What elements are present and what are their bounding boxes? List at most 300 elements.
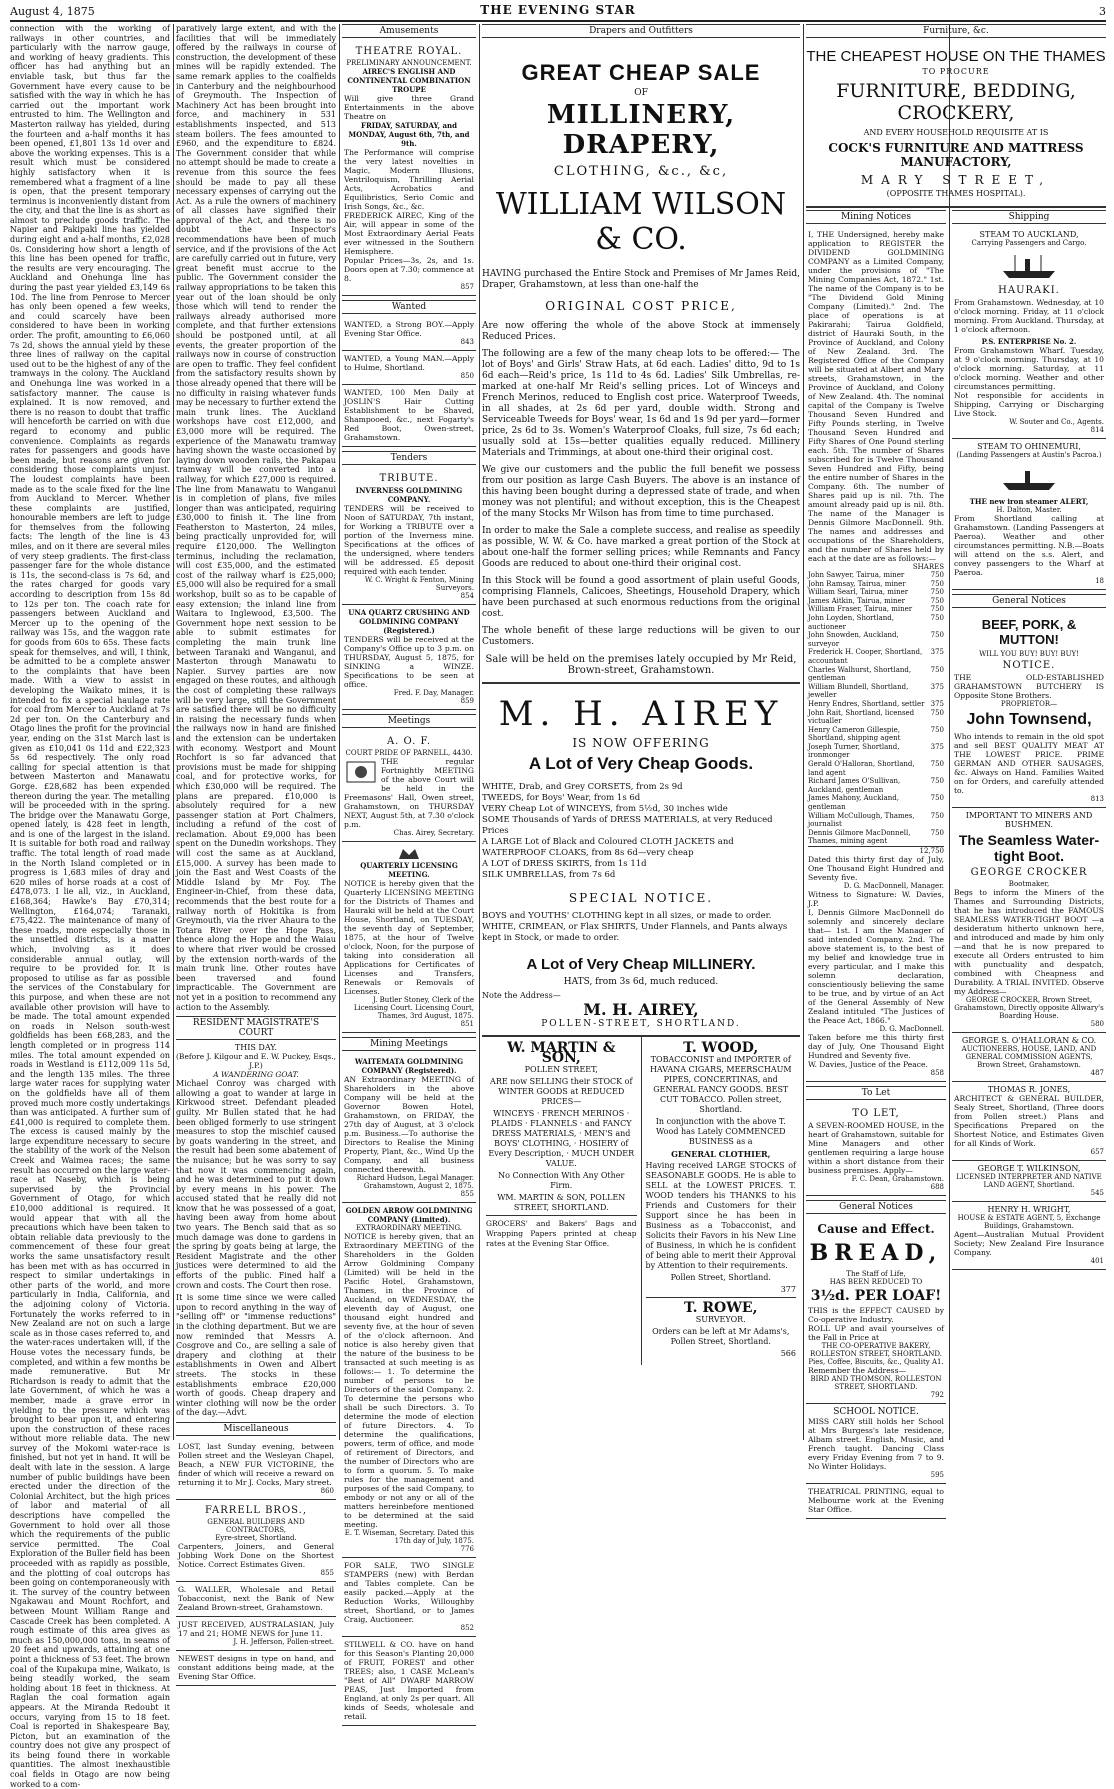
ad-text: TOBACCONIST and IMPORTER of HAVANA CIGARS, MEERSCHAUM PIPES, CONCERTINAS, and GENERAL FANCY GOODS. BEST CUT TOBACCO. Pollen street, Shortland. [649, 1055, 792, 1114]
column-rule [339, 24, 340, 1440]
article-text: connection with the working of railways in other countries, and particularly with the narrow gauge, and working of heavy gradients. This officer has had anything but an enviable task, but thus far the Government have every cause to be satisfied with the way in which he has carried out the important work entrusted to him. The Wellington and Masterton railway has yielded, during the fourteen and a-half months it has been opened, £1,801 13s 1d over and above the working expenses. This is a result which must be considered highly satisfactory when it is remembered what a fragment of a line is open, that the present temporary terminus is inconveniently distant from the city, and that the line is as short as almost to preclude goods traffic. The Napier and Pakipaki line has yielded during eight and a-half months, £2,028 0s. Considering how short a length of this line has been opened for traffic, the results are very encouraging. The Auckland and Onehunga line has during the past year yielded £3,149 6s 10d. The line from Penrose to Mercer has only been opened a few weeks, and could scarcely have been considered to have been in working order. The profit, amounting to £6,060 7s 2d, shows the annual yield by these three lines of railway on the capital used out to be the highest of any of the tramways in the colony. The Auckland and Onehunga line was worked in a satisfactory manner. The cause is explained. It is now removed, and there is no reason to doubt that traffic will henceforth be carried on with due regard to economy and public convenience. Complaints as regards rates for passengers and goods have been made, but reasons are given for considering those complaints unjust. The loudest complaints have been made as to the scale fixed for the line from Auckland to Mercer. Whether these complaints are justified, honourable members are left to judge for themselves from the following facts: The length of the line is 43 miles, and on it there are several miles of very steep gradients. The first-class passenger fare for the whole distance is 11s, the second-class is 7s 6d, and the rates charged for goods vary according to description from 15s 8d to 12s per ton. The coach rate for passengers between Auckland and Mercer up to the opening of the railway was 15s, and the waggon rate for goods from 60s to 65s. These facts speak for themselves, and will, I think, be admitted to be a complete answer to the complaints that have been made. With a view to assist in developing the Waikato mines, it is intended to fix a special haulage rate for coal from Mercer to Auckland at 7s 2d per ton. On the Canterbury and Otago lines the profit for the provincial year, ending on the 31st March last is given as £10,041 0s 11d and £22,323 5s 6d respectively. The only road calling for special attention is that between Masterton and Manawatu Gorge. £28,682 has been expended thereon during the year. The metalling will be proceeded with in the spring. The bridge over the Manawatu Gorge, opened lately, is 428 feet in length, and is one of the largest in the island. It is suitable for both road and railway traffic. The total length of road made in the North Island completed or in progress is 1,683 miles of dray and 620 miles of horse roads at a cost of £478,073. I lie all, viz., in Auckland, £168,364; Hawke's Bay £70,314; Wellington, £164,074; Taranaki, £75,422. The maintenance of many of these roads, more especially those in the unsettled districts, is a matter which, involving as it does considerable annual outlay, will require to be provided for. It is proposed to utilise as far as possible the services of the Constabulary for this purpose, and when these are not available other provision will have to be made. The total amount expended on roads in Nelson south-west goldfields has been £68,283, and the length completed or in progress 114 miles. The total amount expended on roads in Westland is £112,009 11s 5d, and the length 135 miles. The three large water races for supplying water on the goldfields have all of them proved much more costly undertakings than was anticipated. A further sum of £41,000 is required to complete them. The excess is caused mainly by the large expenditure necessary to secure the stability of the work of the Nelson Creek and Waimea races; the same result has occurred on the large water-race at Naseby, which is being supervised by the Provincial Government of Otago, for which £10,000 additional is required. It would appear that with all the precautions which have been taken to obtain reliable data previously to the commencement of these four great works the same unsatisfactory result has been met with as has occurred in respect to similar undertakings in other parts of the world, and more particularly in India, California, and the adjoining colony of Victoria. Fortunately the works referred to in New Zealand are not on such a large scale as in those cases referred to, and the water-races undertaken will, if the House votes the necessary funds, be completed, and within a few months be made remunerative. But Mr Richardson is ready to admit that the late Government, of which he was a member, made a grave error in yielding to the pressure which was brought to bear upon it, and entering upon the construction of these races without more reliable data. The new survey of the Mokomi water-race is finished, but not yet in hand. It will be dealt with late in the session. A large number of public buildings have been erected under the direction of the Colonial Architect, but the high prices of labor and material of all descriptions have compelled the Government to hold over all those which the requirements of the public service permitted. The Coal Exploration of the Buller field has been proceeded with as rapidly as possible, and the plotting of coal outcrops has been going on contemporaneously with it. The survey of the country between Ngakawau and Mount Rochfort, and between Mount William Range and Cascade Creek has been completed. A rough estimate of this area gives as much as 150,000,000 tons, in seams of 20 feet and upwards, attaining at one point a thickness of 53 feet. The brown coal of the Kupakupa mine, Waikato, is being steadily worked, the seam holding about 18 feet in thickness. At Raglan the coal formation again appears. At the Miranda Redoubt it occurs, varying from 15 to 18 feet. Coal is reported in Shakespeare Bay, Picton, but an examination of the country does not give any prospect of its being found there in workable quantities. The almost inexhaustible coal fields in Otago are now being worked to a com- [10, 24, 173, 1789]
shares-total: 12,750 [808, 846, 944, 855]
ad-text: ARCHITECT & GENERAL BUILDER, Sealy Street, Shortland, (Three doors from Pollen street.) Plans and Specifications Prepared on the Shortest Notice, and Estimates Given for all Kinds of Work. [954, 1094, 1104, 1148]
ad-of: OF [634, 88, 648, 98]
ad-signature: Chas. Airey, Secretary. [393, 829, 474, 837]
ad-heading: THEATRE ROYAL. [355, 46, 463, 57]
column-4 [482, 24, 800, 1440]
ad-address: MARY STREET, [860, 173, 1052, 187]
shareholder-row [808, 571, 944, 580]
shareholder-name: William Blundell, Shortland, jeweller [808, 682, 909, 700]
theatrical-printing-ad [806, 1484, 946, 1519]
shareholder-shares: 750 [930, 760, 944, 769]
una-ad [342, 605, 476, 710]
ad-text: In order to make the Sale a complete success, and realise as speedily as possible, W. W. & Co. have marked a great portion of the Stock at about one-half the former selling prices; while Remnants and Fancy Goods are reduced to about one-third their original cost. [482, 526, 800, 569]
ad-text: HOUSE & ESTATE AGENT, 5, Exchange Buildings, Grahamstown. [957, 1214, 1101, 1230]
ad-subheading: HAS BEEN REDUCED TO [829, 1278, 923, 1286]
shareholder-shares: 375 [930, 699, 944, 708]
farrell-ad [176, 1500, 336, 1582]
shareholder-row [808, 794, 944, 811]
ad-text: A SEVEN-ROOMED HOUSE, in the heart of Grahamstown, suitable for Mine Managers and other gentlemen requiring a large house within a short distance from their business premises. Apply— [808, 1121, 944, 1175]
ad-number: 595 [930, 1471, 944, 1479]
shareholder-name: John Snowden, Auckland, surveyor [808, 631, 899, 648]
theatre-ad [342, 41, 476, 296]
column-2 [176, 24, 339, 1681]
shareholder-row [808, 700, 944, 709]
ad-item: A LOT of DRESS SKIRTS, from 1s 11d [482, 859, 647, 869]
ad-text: Agent—Australian Mutual Provident Society; New Zealand Fire Insurance Company. [954, 1230, 1104, 1257]
ad-text: Remember the Address— [808, 1366, 907, 1375]
ad-signature: W. Souter and Co., Agents. [1009, 418, 1104, 426]
ad-text: In conjunction with the above T. Wood has Lately COMMENCED BUSINESS as a [655, 1117, 786, 1146]
article-text: paratively large extent, and with the facilities that will be immediately offered by the railways in course of construction, the development of these mines will be rapidly extended. The same remark applies to the coalfields in Canterbury and the neighbourhood of Greymouth. The Inspection of Machinery Act has been brought into force, and machinery in 531 establishments inspected, and 513 steam boilers. The fees amounted to £960, and the expenditure to £824. The Government consider that while no attempt should be made to create a revenue from this source the fees should be made to pay all these necessary expenses of carrying out the Act. As a rule the owners of machinery of all classes have signified their approval of the Act, and there is no doubt the Inspector's recommendations have been of much service, and if the provisions of the Act are carefully carried out in future, very great benefit must accrue to the public. The Government consider the railway appropriations to be taken this year out of the loan should be only those which will tend to render the railways already authorised more complete, and that further extensions should be postponed until, at all events, the greater proportion of the railways now in course of construction are open to traffic. They feel confident from the satisfactory results shown by those already opened that there will be no difficulty in raising whatever funds may be necessary to further extend the main trunk lines. The Auckland workshops have cost £12,000, and £3,000 more will be required. The experience of the Manawatu tramway having shown the waste occasioned by laying down wooden rails, the Pakapau tramway will be converted into a railway, for which £27,000 is required. The line from Manawatu to Wanganui is in completion of plans, five miles longer than was anticipated, requiring £30,000 to finish it. The line from Featherston to Masterton, 24 miles, being practically unprovided for, will require £120,000. The Wellington terminus, including the reclamation, will cost £35,000, and the estimated cost of the railway wharf is £25,000; £5,000 will also be required for a small workshop, built so as to be capable of easy extension; the inland line from Waitara to Inglewood, £3,500. The Government hope next session to be able to submit estimates for completing the main trunk line between Taranaki and Wanganui, and Masterton through Manawatu to Napier. Survey parties are now engaged on these routes, and although the cost of completing these railways will be very large, still the Government are satisfied there will be no difficulty in raising the necessary funds when the railways now in hand are finished and the extension can be undertaken with economy. Westport and Mount Rochfort is so far advanced that provisions must be made for shipping coal, and for protective works, for which £30,000 will be required. The plans are prepared. £10,000 is absolutely required for a new passenger station at Port Chalmers, including a refund of the cost of reclamation. About £9,000 has been spent on the Dunedin workshops. They will cost the same as at Auckland, £15,000. A survey has been made to join the East and West Coasts of the Middle Island by Mr Foy. The Engineer-in-Chief, from these data, recommends that the best route for a railway north of Hokitika is from Greymouth, via the river Ahaura to the Totara River over the Hope Pass, thence along the Hope and the Waiau to where that river would be crossed by the extension north-wards of the main trunk line. Other routes have been traversed and found impracticable. The Government are not yet in a position to recommend any action to the Assembly. [176, 24, 339, 1012]
section-heading: Tenders [342, 451, 476, 465]
ad-text: The whole benefit of these large reductions will be given to our Customers. [482, 626, 800, 647]
ad-text: Note the Address— [482, 991, 561, 1000]
shareholder-name: Dennis Gilmore MacDonnell, Thames, mining agent [808, 828, 911, 846]
section-heading: Mining Notices [806, 210, 946, 224]
ad-subheading: GENERAL CLOTHIER, [671, 1149, 771, 1159]
shareholder-shares: 750 [930, 579, 944, 588]
section-heading: Wanted [342, 300, 476, 314]
ad-text: In this Stock will be found a good assortment of plain useful Goods, comprising Flannels, Calicoes, Sheetings, Household Drapery, which have been purchased at such enormous reductions from the original cost. [482, 576, 800, 619]
ad-text: FREDERICK AIREC, King of the Air, will appear in some of the Most Extraordinary Aerial Feats ever witnessed in the Southern Hemisphere. [344, 211, 474, 256]
ad-signature: WM. MARTIN & SON, POLLEN STREET, SHORTLAND. [497, 1193, 626, 1212]
ad-number: 487 [1090, 1069, 1104, 1077]
ad-text: NEWEST designs in type on hand, and constant additions being made, at the Evening Star Office. [178, 1653, 334, 1681]
ad-text: Having received LARGE STOCKS of SEASONABLE GOODS. He is able to SELL at the LOWEST PRICES. T. WOOD tenders his THANKS to his Friends and Customers for their Support since he has been in Business as a Tobacconist, and Solicits their Favors in his New Line of Business, in which he is confident of being able to merit their Approval by Attention to their requirements. [645, 1161, 796, 1270]
ad-text: From Grahamstown. Wednesday, at 10 o'clock morning. Friday, at 11 o'clock morning. From Auckland. Thursday, at 1 o'clock afternoon. [954, 298, 1104, 334]
section-heading: Miscellaneous [176, 1422, 336, 1436]
shareholder-name: Henry Cameron Gillespie, Shortland, shipping agent [808, 725, 901, 743]
shareholder-shares: 750 [930, 571, 944, 579]
shareholder-name: Richard James O'Sullivan, Auckland, gentleman [808, 777, 901, 794]
waitemata-ad [342, 1054, 476, 1203]
ad-text: FOR SALE, TWO SINGLE STAMPERS (new) with Berdan and Tables complete. Can be easily packed.—Apply at the Reduction Works, Willoughby street, Shortland, or to James Craig, Auctioneer. [344, 1561, 474, 1624]
ad-heading: SCHOOL NOTICE. [833, 1407, 919, 1417]
bread-price: 3½d. PER LOAF! [810, 1288, 942, 1304]
ad-text: I, Dennis Gilmore MacDonnell do solemnly and sincerely declare that— 1st. I am the Manager of said intended Company. 2nd. The above statement is, to the best of my belief and knowledge true in every particular, and I make this solemn declaration, conscientiously believing the same to be true, and by virtue of an Act of the General Assembly of New Zealand intituled "The Justices of the Peace Act, 1866." [808, 908, 944, 1025]
section-heading: Amusements [342, 24, 476, 38]
shareholder-shares: 750 [930, 588, 944, 597]
column-rule [949, 24, 950, 1440]
ad-heading: STEAM TO OHINEMURI, [977, 442, 1081, 451]
ad-text: From Grahamstown Wharf. Tuesday, at 9 o'clock morning. Thursday, at 10 o'clock morning. Saturday, at 11 o'clock morning. Weather and other circumstances permitting. [954, 346, 1104, 391]
section-heading: Drapers and Outfitters [482, 24, 800, 38]
column-rule [173, 24, 174, 1440]
ad-items: WINCEYS · FRENCH MERINOS · PLAIDS · FLANNELS · and FANCY DRESS MATERIALS, · MEN'S and BOYS' CLOTHING, · HOSIERY of Every Description, · MUCH UNDER VALUE. [488, 1109, 635, 1168]
licensing-ad [342, 842, 476, 1033]
court-day: THIS DAY. [234, 1043, 278, 1053]
ad-heading: NOTICE. [1002, 660, 1056, 671]
ad-text: STILWELL & CO. have on hand for this Season's Planting 20,000 of FRUIT, FOREST and other TREES; also, 1 CASE McLean's "Best of All" DWARF MARROW PEAS, Just Imported from England, at only 2s per quart. All kinds of Seeds, wholesale and retail. [344, 1640, 474, 1721]
ad-heading: M. H. AIREY [498, 694, 784, 734]
ad-subheading: PRELIMINARY ANNOUNCEMENT. [346, 59, 472, 67]
ad-address: THE CO-OPERATIVE BAKERY, ROLLESTON STREET, SHORTLAND. [810, 1342, 942, 1358]
shareholder-name: John Rait, Shortland, licensed victualler [808, 708, 915, 726]
ad-number: 401 [1090, 1257, 1104, 1265]
ad-text: THE OLD-ESTABLISHED GRAHAMSTOWN BUTCHERY IS Opposite Stone Brothers. [954, 673, 1104, 700]
column-6 [952, 210, 1106, 1440]
shareholder-name: James Mahony, Auckland, gentleman [808, 794, 899, 812]
ad-subheading: SPECIAL NOTICE. [568, 891, 714, 905]
ad-troupe: AIREC'S ENGLISH AND CONTINENTAL COMBINATION TROUPE [347, 67, 471, 94]
shareholder-row [808, 605, 944, 614]
shareholder-shares: 750 [930, 613, 944, 622]
ad-heading: Cause and Effect. [817, 1222, 935, 1236]
shareholder-row [808, 597, 944, 606]
shareholder-row [808, 829, 944, 846]
ad-heading: A Lot of Very Cheap MILLINERY. [526, 956, 756, 973]
ad-number: 858 [930, 1069, 944, 1077]
ad-text: ARE now SELLING their STOCK of WINTER GOODS at REDUCED PRICES— [490, 1077, 633, 1106]
ad-text: Carpenters, Joiners, and General Jobbing Work Done on the Shortest Notice. Correct Estimates Given. [178, 1541, 334, 1569]
shareholder-name: William Fraser, Tairua, miner [808, 605, 913, 614]
ad-text: GROCERS' and Bakers' Bags and Wrapping Papers printed at cheap rates at the Evening Star Office. [486, 1215, 637, 1249]
shareholder-shares: 750 [930, 811, 944, 820]
ad-text: ROLL UP and avail yourselves of the Fall in Price at [808, 1324, 944, 1342]
ad-item: WHITE, Drab, and Grey CORSETS, from 2s 9d [482, 782, 683, 792]
stampers-ad [342, 1558, 476, 1637]
ad-heading: BEEF, PORK, & MUTTON! [981, 617, 1077, 647]
jefferson-ad [176, 1617, 336, 1651]
ad-item: BOYS and YOUTHS' CLOTHING kept in all sizes, or made to order. [482, 911, 772, 921]
ad-heading: THE CHEAPEST HOUSE ON THE THAMES [806, 48, 1106, 65]
ad-text: WANTED, a Young MAN.—Apply to Hulme, Shortland. [344, 354, 474, 372]
shareholder-shares: 750 [930, 777, 944, 786]
ad-number: 855 [320, 1568, 334, 1577]
ad-heading: John Townsend, [966, 711, 1092, 728]
page-number: 3 [1099, 5, 1106, 18]
ad-subheading: CLOTHING, &c., &c, [553, 164, 729, 179]
ad-item: SOME Thousands of Yards of DRESS MATERIALS, at very Reduced Prices [482, 815, 773, 836]
shareholder-name: Joseph Turner, Shortland, ironmonger [808, 742, 900, 760]
butchery-ad [952, 611, 1106, 808]
aof-ad [342, 731, 476, 842]
ad-text: LICENSED INTERPRETER AND NATIVE LAND AGENT, Shortland. [956, 1173, 1102, 1189]
ad-number: 850 [460, 372, 474, 380]
column-3 [342, 24, 476, 1721]
wanted-ad [342, 317, 476, 351]
ad-number: 859 [460, 697, 474, 705]
ad-heading: A Lot of Very Cheap Goods. [528, 754, 754, 773]
ad-heading: WAITEMATA GOLDMINING COMPANY (Registered). [354, 1057, 464, 1075]
ad-number: 580 [1090, 1020, 1104, 1028]
ad-subheading: H. Dalton, Master. [996, 506, 1062, 514]
ad-heading: TRIBUTE. [379, 473, 439, 484]
ad-number: 566 [780, 1349, 796, 1358]
ad-heading: HAURAKI. [998, 285, 1060, 296]
ad-text: Orders can be left at Mr Adams's, Pollen Street, Shortland. [652, 1327, 790, 1346]
ad-heading: FARRELL BROS., [204, 1504, 308, 1516]
section-heading: Meetings [342, 714, 476, 728]
court-bench: (Before J. Kilgour and E. W. Puckey, Esqs., J.P.) [176, 1052, 336, 1071]
wright-ad [952, 1202, 1106, 1270]
shareholder-row [808, 777, 944, 794]
ad-text: The Performance will comprise the very latest novelties in Magic, Modern Illusions, Ventriloquism, Thrilling Aerial Acts, Acrobatics and Equilibristics, Serio Comic and Irish Songs, &c., &c. [344, 148, 474, 211]
ad-text: Witness to Signature: W. Davies, J.P. [808, 890, 944, 908]
ad-text: Popular Prices—3s, 2s, and 1s. Doors open at 7.30; commence at 8. [344, 256, 474, 283]
ad-signature: J. Butler Stoney, Clerk of the Licensing Court. Licensing Court, Thames, 3rd August, 1875. [353, 996, 474, 1020]
shareholder-row [808, 614, 944, 631]
ad-number: 688 [930, 1183, 944, 1191]
wanted-ad [342, 351, 476, 385]
ad-signature: J. H. Jefferson, Pollen-street. [233, 1637, 334, 1646]
ad-text: AUCTIONEERS, HOUSE, LAND, AND GENERAL COMMISSION AGENTS, Brown Street, Grahamstown. [961, 1045, 1097, 1069]
ad-signature: W. C. Wright & Fenton, Mining Surveyors. [364, 576, 474, 592]
alert-ad [952, 439, 1106, 590]
ad-number: 377 [780, 1285, 796, 1294]
ad-text: TENDERS will be received to Noon of SATURDAY, 7th instant, for Working a TRIBUTE over a portion of the Inverness mine. Specifications at the offices of the undersigned, where tenders will be addressed. £5 deposit required with each tender. [344, 504, 474, 576]
shareholder-shares: 750 [930, 596, 944, 605]
ad-subheading: Bootmaker, [1008, 880, 1050, 888]
lost-ad [176, 1439, 336, 1500]
ad-subheading: IS NOW OFFERING [572, 736, 710, 750]
ad-address: (OPPOSITE THAMES HOSPITAL). [886, 189, 1026, 198]
ad-heading: A. O. F. [386, 736, 432, 747]
ad-heading: MILLINERY, DRAPERY, [546, 100, 736, 160]
ad-heading: GOLDEN ARROW GOLDMINING COMPANY (Limited). [345, 1206, 473, 1224]
ad-text: I, THE Undersigned, hereby make application to REGISTER the DIVIDEND GOLDMINING COMPANY as a Limited Company, under the provisions of "The Mining Companies Act, 1872." 1st. The name of the Company is to be "The Dividend Gold Mining Company (Limited)." 2nd. The place of operations is at Pakirarahi; Tairua Goldfield, district of Hauraki South, in the Province of Auckland, and Colony of New Zealand. 3rd. The Registered Office of the Company will be situated at Albert and Mary streets, Grahamstown, in the Province of Auckland, and Colony of New Zealand. 4th. The nominal capital of the Company is Twelve Thousand Seven Hundred and Fifty Pounds sterling, in Twelve Thousand Seven Hundred and Fifty Shares of One Pound sterling each. 5th. The number of Shares subscribed for is Twelve Thousand Seven Hundred and Fifty, being the entire number of Shares in the Company. 6th. The number of Shares paid up is nil. 7th. The amount already paid up is nil. 8th. The name of the Manager is Dennis Gilmore MacDonnell. 9th. The names and addresses and occupations of the Shareholders, and the number of Shares held by each at the date are as follows:— [808, 230, 944, 563]
jones-ad [952, 1082, 1106, 1161]
ad-subheading: (Landing Passengers at Austin's Pacroa.) [956, 451, 1102, 459]
ad-text: Dated this thirty first day of July, One Thousand Eight Hundred and Seventy five. [808, 855, 944, 882]
ad-text: Will give three Grand Entertainments in the above Theatre on [344, 94, 474, 121]
ad-address: M. H. AIREY, [583, 1000, 699, 1019]
ad-address: POLLEN STREET, [524, 1065, 598, 1074]
ad-text: Not responsible for accidents in Shipping, Carrying or Discharging Live Stock. [954, 391, 1104, 418]
ad-heading: THOMAS R. JONES, [987, 1085, 1071, 1094]
ad-subheading: PROPRIETOR— [1000, 700, 1058, 708]
ad-heading: FURNITURE, BEDDING, CROCKERY, [836, 80, 1076, 124]
ad-subheading: TO PROCURE [922, 67, 990, 76]
ad-text: The following are a few of the many cheap lots to be offered:— The lot of Boys' and Girls' Straw Hats, at 6d each. Ladies' ditto, 9d to 1s 6d each—Reid's price, 1s 11d to 4s 6d. Ladies' Silk Umbrellas, re-marked at one-half Mr Reid's selling prices. Lot of Winceys and French Merinos, reduced to English cost price. Waterproof Tweeds, in all shades, at 2s 6d per yard, double width. Strong and Serviceable Tweeds for Boys' wear, 1s 6d and 1s 9d per yard—former price, 2s 6d to 3s. Women's Waterproof Cloaks, full size, 7s 6d each; usually sold at 15s—better qualities equally reduced. Millinery Materials and Trimmings, at about one-third their original cost. [482, 349, 800, 458]
section-heading: Shipping [952, 210, 1106, 224]
ad-text: LOST, last Sunday evening, between Pollen street and the Wesleyan Chapel, Beach, a NEW FUR VICTORINE, the finder of which will receive a reward on returning it to Mr J. Cocks, Mary street. [178, 1441, 334, 1487]
ad-number: 792 [930, 1391, 944, 1399]
section-heading: Furniture, &c. [806, 24, 1106, 38]
ad-number: 843 [460, 338, 474, 346]
ad-signature: Fred. F. Day, Manager. [393, 689, 474, 697]
ad-heading: GEORGE CROCKER [970, 867, 1088, 878]
ad-heading: TO LET, [852, 1108, 900, 1119]
ad-text: W. Davies, Justice of the Peace. [808, 1060, 928, 1069]
ad-number: 545 [1090, 1189, 1104, 1197]
ad-address: POLLEN-STREET, SHORTLAND. [541, 1019, 741, 1029]
ad-subheading: The Staff of Life, [846, 1270, 906, 1278]
shareholder-row [808, 683, 944, 700]
inverness-ad [342, 468, 476, 605]
ad-signature: D. G. MacDonnell, Manager. [843, 882, 944, 890]
ad-number: 857 [460, 283, 474, 291]
column-rule [479, 24, 480, 1440]
ad-address: Eyre-street, Shortland. [215, 1533, 297, 1542]
ad-text: AN Extraordinary MEETING of Shareholders in the above Company will be held at the Governor Bowen Hotel, Grahamstown, on FRIDAY, the 27th day of August, at 3 o'clock p.m. Business.—To authorise the Directors to Realise the Mining Property, Plant, &c., Wind Up the Company, and all business connected therewith. [344, 1075, 474, 1174]
ad-item: VERY Cheap Lot of WINCEYS, from 5½d, 30 inches wide [482, 804, 728, 814]
stilwell-ad [342, 1637, 476, 1726]
school-ad [806, 1404, 946, 1484]
shareholder-name: John Sawyer, Tairua, miner [808, 571, 905, 579]
steamship-icon [999, 463, 1059, 493]
shareholder-shares: 750 [930, 665, 944, 674]
ad-text: Taken before me this thirty first day of July, One Thousand Eight Hundred and Seventy five. [808, 1033, 944, 1060]
section-heading: RESIDENT MAGISTRATE'S COURT [176, 1016, 336, 1040]
ad-signature: GEORGE CROCKER, Brown Street, Grahamstown, Directly opposite Allwary's Boarding House. [954, 996, 1104, 1020]
ad-heading: WILLIAM WILSON & CO. [495, 187, 787, 257]
ad-number: 814 [1090, 426, 1104, 434]
ad-text: Pies, Coffee, Biscuits, &c., Quality A1. [808, 1358, 944, 1366]
ad-text: MISS CARY still holds her School at Mrs Burgess's late residence, Albam street. English, Music, and French taught. Dancing Class every Friday Evening from 7 to 9. No Winter Holidays. [808, 1417, 944, 1471]
shareholder-name: Henry Endres, Shortland, settler [808, 699, 925, 708]
waller-ad [176, 1582, 336, 1617]
section-heading: General Notices [806, 1200, 946, 1214]
shareholder-row [808, 760, 944, 777]
ad-number: 776 [460, 1545, 474, 1553]
ad-text: From Shortland calling at Grahamstown. (Landing Passengers at Paeroa). Weather and other circumstances permitting. N.B.—Boats will attend on the s.s. Alert, and convey passengers to the Wharf at Paeroa. [954, 514, 1104, 577]
ad-text: JUST RECEIVED, AUSTRALASIAN, July 17 and 21; HOME NEWS for June 11. [178, 1619, 334, 1638]
shareholder-name: William McCullough, Thames, journalist [808, 811, 915, 829]
ad-number: 657 [1090, 1148, 1104, 1156]
shareholder-row [808, 580, 944, 589]
wood-ad [642, 1037, 801, 1365]
furniture-ad [806, 24, 1106, 208]
ad-text: Who intends to remain in the old spot and sell BEST QUALITY MEAT AT THE LOWEST PRICE. PRIME GERMAN AND OTHER SAUSAGES, &c. Always on Hand. Families Waited on for Orders, and carefully attended to. [954, 732, 1104, 795]
ad-heading: UNA QUARTZ CRUSHING AND GOLDMINING COMPANY (Registered.) [348, 608, 470, 635]
dividend-ad [806, 227, 946, 1082]
column-rule [803, 24, 804, 1440]
bakery-ad [806, 1217, 946, 1404]
ad-address: BIRD AND THOMSON, ROLLESTON STREET, SHORTLAND. [810, 1375, 942, 1391]
wanted-ad [342, 385, 476, 447]
ad-item: A LARGE Lot of Black and Coloured CLOTH JACKETS and WATERPROOF CLOAKS, from 8s 6d—very cheap [482, 837, 734, 858]
ad-heading: P.S. ENTERPRISE No. 2. [981, 337, 1077, 346]
ad-heading: COCK'S FURNITURE AND MATTRESS MANUFACTORY, [828, 141, 1084, 169]
ad-number: 813 [1090, 795, 1104, 803]
shareholder-shares: 750 [930, 828, 944, 837]
shareholder-row [808, 648, 944, 665]
ad-number: 18 [1095, 577, 1104, 585]
shareholder-name: John Loyden, Shortland, auctioneer [808, 613, 894, 631]
shareholder-shares: 375 [930, 648, 944, 657]
ad-subheading: COURT PRIDE OF PARNELL, 4430. [345, 749, 473, 757]
ad-heading: GREAT CHEAP SALE [521, 60, 761, 85]
hauraki-ad [952, 227, 1106, 439]
shares-heading: SHARES [912, 563, 944, 571]
court-case: A WANDERING GOAT. [213, 1070, 299, 1080]
ad-text: THE regular Fortnightly MEETING of the above Court will be held in the Freemasons' Hall, Owen street, Grahamstown, on THURSDAY NEXT, August 5th, at 7.30 o'clock p.m. [344, 757, 474, 829]
ad-heading: W. MARTIN & SON, [507, 1040, 616, 1066]
emblem-icon [344, 759, 378, 785]
ad-subheading: GENERAL BUILDERS AND CONTRACTORS, [207, 1517, 305, 1534]
shareholder-shares: 750 [930, 605, 944, 614]
ad-text: WANTED, a Strong BOY.—Apply Evening Star Office. [344, 320, 474, 338]
ad-heading: THE new iron steamer ALERT, [969, 497, 1089, 506]
ad-signature: F. C. Dean, Grahamstown. [851, 1175, 944, 1183]
shareholder-name: Frederick H. Cooper, Shortland, accountant [808, 648, 923, 665]
ad-signature: Richard Hudson, Legal Manager. Grahamstown, August 2, 1875. [356, 1174, 474, 1190]
ad-heading: T. ROWE, [684, 1300, 758, 1316]
steamship-icon [999, 251, 1059, 281]
column-5 [806, 210, 946, 1514]
shareholder-row [808, 631, 944, 648]
shareholder-name: William Searl, Tairua, miner [808, 588, 909, 597]
ad-heading: GEORGE T. WILKINSON, [977, 1164, 1081, 1173]
section-heading: To Let [806, 1086, 946, 1100]
ad-text: Sale will be held on the premises lately occupied by Mr Reid, Brown-street, Grahamstown. [485, 654, 797, 676]
shareholder-row [808, 743, 944, 760]
ad-note: No Connection With Any Other Firm. [498, 1171, 625, 1190]
ad-text: Are now offering the whole of the above Stock at immensely Reduced Prices. [482, 321, 800, 342]
ad-text: HATS, from 3s 6d, much reduced. [563, 977, 719, 987]
royal-crest-icon [397, 845, 421, 861]
ad-text: THIS is the EFFECT CAUSED by Co-operative Industry. [808, 1306, 944, 1324]
section-heading: Mining Meetings [342, 1037, 476, 1051]
shareholder-list [808, 571, 944, 846]
ad-number: 854 [460, 592, 474, 600]
ad-heading: The Seamless Water-tight Boot. [958, 832, 1100, 864]
shareholder-name: Charles Walhurst, Shortland, gentleman [808, 665, 912, 683]
ad-heading: QUARTERLY LICENSING MEETING. [360, 861, 458, 879]
ad-number: 851 [460, 1020, 474, 1028]
ad-subheading: Carrying Passengers and Cargo. [971, 239, 1087, 247]
wilkinson-ad [952, 1161, 1106, 1202]
ad-subheading: INVERNESS GOLDMINING COMPANY. [355, 486, 463, 504]
ad-signature: D. G. MacDonnell. [879, 1025, 944, 1033]
to-let-ad [806, 1103, 946, 1196]
shareholder-row [808, 726, 944, 743]
ad-heading: HENRY H. WRIGHT, [987, 1205, 1071, 1214]
ad-number: 855 [460, 1190, 474, 1198]
news-item: It is some time since we were called upon to record anything in the way of "selling off" or "immense reductions" in the clothing department. But we are now reminded that Messrs A. Cosgrove and Co., are selling a sale of drapery and clothing at their establishments in Owen and Albert streets. The stocks in these establishments embrace £20,000 worth of goods. Cheap drapery and winter clothing will now be the order of the day.—Advt. [176, 1293, 339, 1418]
ad-text: NOTICE is hereby given that the Quarterly LICENSING MEETING for the Districts of Thames and Hauraki will be held at the Court House, Shortland, on TUESDAY, the seventh day of September, 1875, at the hour of Twelve o'clock, Noon, for the purpose of taking into consideration all Applications for Certificates of Licenses and Transfers, Renewals or Removals of Licenses. [344, 879, 474, 996]
shareholder-shares: 750 [930, 631, 944, 640]
shareholder-name: John Ramsay, Tairua, miner [808, 579, 906, 588]
masthead [10, 2, 1106, 22]
ad-subheading: WILL YOU BUY! BUY! BUY! [979, 650, 1079, 658]
ad-item: TWEEDS, for Boys' Wear, from 1s 6d [482, 793, 641, 803]
shareholder-name: Gerald O'Halloran, Shortland, land agent [808, 760, 915, 777]
ad-signature: E. T. Wiseman, Secretary. Dated this 17th day of July, 1875. [344, 1529, 474, 1545]
ad-number: 852 [460, 1624, 474, 1632]
ad-text: WANTED, 100 Men Daily at JOSLIN'S Hair Cutting Establishment to be Shaved, Shampooed, &c., next Fogarty's Red Boot, Owen-street, Grahamstown. [344, 388, 474, 442]
ad-text: G. WALLER, Wholesale and Retail Tobacconist, next the Bank of New Zealand Brown-street, Grahamstown. [178, 1584, 334, 1612]
shareholder-shares: 375 [930, 682, 944, 691]
ohalloran-ad [952, 1033, 1106, 1082]
ad-heading: IMPORTANT TO MINERS AND BUSHMEN. [965, 811, 1093, 829]
newest-ad [176, 1651, 336, 1686]
bottom-ads [482, 1035, 800, 1365]
shareholder-name: James Aitkin, Tairua, miner [808, 596, 906, 605]
ad-subheading: AND EVERY HOUSEHOLD REQUISITE AT IS [863, 128, 1049, 137]
golden-arrow-ad [342, 1203, 476, 1558]
ad-text: HAVING purchased the Entire Stock and Premises of Mr James Reid, Draper, Grahamstown, at less than one-half the [482, 269, 800, 290]
ad-subheading: SURVEYOR. [695, 1315, 746, 1324]
ad-heading: STEAM TO AUCKLAND, [979, 230, 1079, 239]
ad-heading: T. WOOD, [683, 1040, 759, 1056]
ad-signature: Pollen Street, Shortland. [670, 1273, 771, 1282]
martin-ad [482, 1037, 642, 1365]
ad-subheading: EXTRAORDINARY MEETING. [355, 1224, 463, 1232]
ad-number: 860 [320, 1486, 334, 1495]
ad-heading: GEORGE S. O'HALLORAN & CO. [961, 1036, 1097, 1045]
shareholder-shares: 750 [930, 708, 944, 717]
boot-ad [952, 808, 1106, 1033]
column-1 [10, 24, 173, 1789]
newspaper-title: THE EVENING STAR [480, 3, 636, 17]
ad-item: SILK UMBRELLAS, from 7s 6d [482, 870, 616, 880]
shareholder-row [808, 709, 944, 726]
shareholder-shares: 750 [930, 794, 944, 803]
